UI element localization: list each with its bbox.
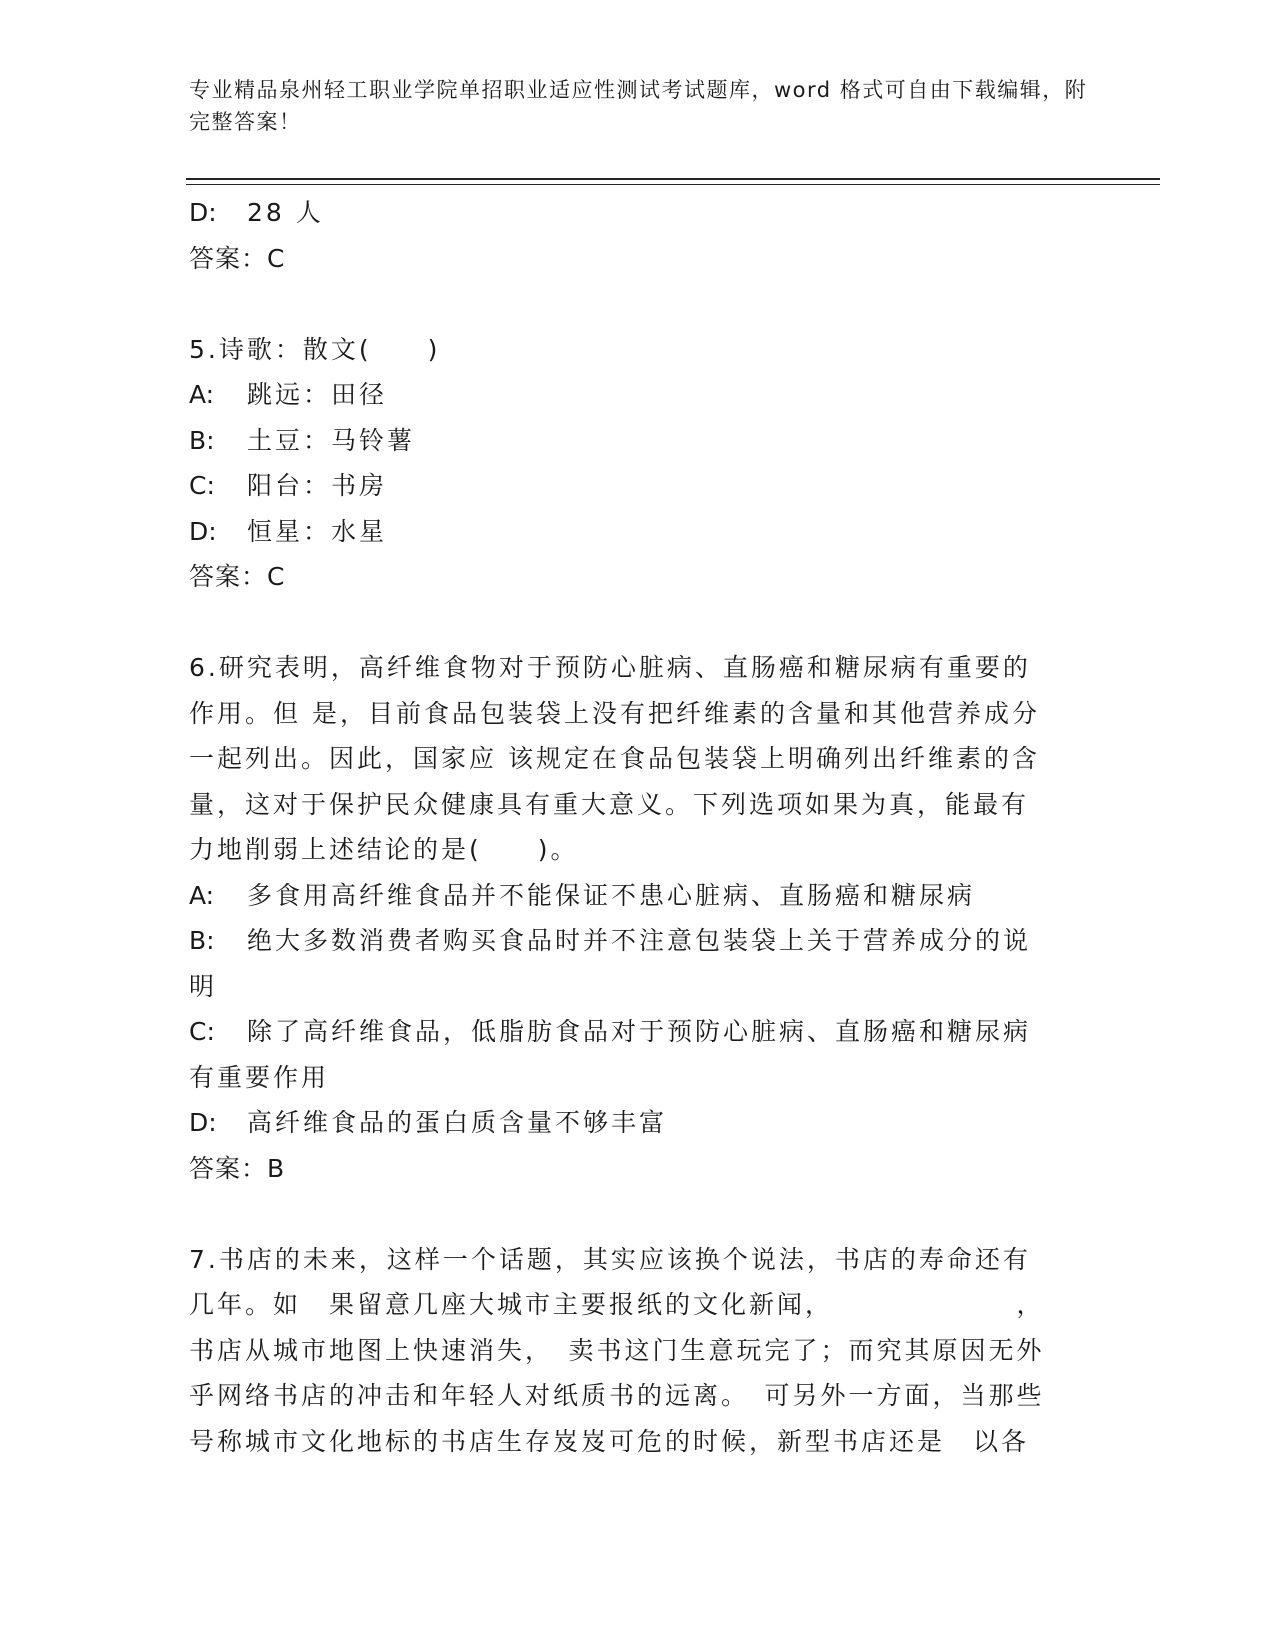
q5-option-b: [189, 418, 1079, 464]
header-text: 专业精品泉州轻工职业学院单招职业适应性测试考试题库，word 格式可自由下载编辑，附完整答案！: [189, 78, 1088, 134]
q6-option-b: [189, 918, 1079, 964]
q5-option-b-text: 土豆：马铃薯: [247, 425, 416, 455]
q6-option-c: [189, 1009, 1079, 1055]
document-header: [189, 74, 1089, 138]
q5-option-a-label: A:: [189, 380, 215, 409]
q6-option-d-label: D:: [189, 1108, 217, 1137]
q4-answer: 答案：C: [189, 243, 286, 273]
q6-option-b-label: B:: [189, 926, 215, 955]
q7-stem-line: 书店从城市地图上快速消失， 卖书这门生意玩完了；而究其原因无外: [189, 1335, 1045, 1365]
q5-option-a: [189, 372, 1079, 418]
q6-stem-line: 6.研究表明，高纤维食物对于预防心脏病、直肠癌和糖尿病有重要的: [189, 653, 1031, 682]
q5-option-d-text: 恒星：水星: [247, 516, 388, 546]
q6-option-d: [189, 1100, 1079, 1146]
q6-option-c-continued: 有重要作用: [189, 1062, 330, 1092]
q5-option-c-label: C:: [189, 471, 215, 500]
q4-option-d-label: D:: [189, 198, 217, 227]
q6-option-c-text: 除了高纤维食品，低脂肪食品对于预防心脏病、直肠癌和糖尿病: [247, 1017, 1032, 1046]
q5-option-d-label: D:: [189, 516, 217, 546]
q6-option-b-text: 绝大多数消费者购买食品时并不注意包装袋上关于营养成分的说: [247, 926, 1032, 955]
header-divider-thin: [186, 184, 1160, 185]
q7-stem-line: 乎网络书店的冲击和年轻人对纸质书的远离。 可另外一方面，当那些: [189, 1381, 1045, 1410]
q6-option-b-continued: 明: [189, 971, 218, 1001]
q6-option-a-label: A:: [189, 880, 215, 910]
q6-option-a-text: 多食用高纤维食品并不能保证不患心脏病、直肠癌和糖尿病: [247, 880, 976, 910]
spacer: [189, 281, 1079, 327]
q5-option-b-label: B:: [189, 425, 215, 455]
q6-stem-line: 力地削弱上述结论的是( )。: [189, 835, 579, 864]
spacer: [189, 1191, 1079, 1237]
q6-option-d-text: 高纤维食品的蛋白质含量不够丰富: [247, 1108, 668, 1137]
q5-stem: 5.诗歌：散文( ): [189, 334, 441, 364]
q5-option-c: [189, 463, 1079, 509]
q7-stem-line: 号称城市文化地标的书店生存岌岌可危的时候，新型书店还是 以各: [189, 1426, 1030, 1456]
q5-option-a-text: 跳远：田径: [247, 380, 388, 409]
q5-option-c-text: 阳台：书房: [247, 471, 388, 500]
q4-option-d: [189, 190, 1079, 236]
q5-answer: 答案：C: [189, 562, 286, 591]
q6-option-c-label: C:: [189, 1017, 215, 1046]
header-divider-thick: [186, 178, 1160, 180]
q5-option-d: [189, 509, 1079, 555]
q6-stem-line: 量，这对于保护民众健康具有重大意义。下列选项如果为真，能最有: [189, 789, 1030, 819]
q7-stem-line: 几年。如 果留意几座大城市主要报纸的文化新闻， ，: [189, 1290, 1045, 1319]
q6-answer: 答案：B: [189, 1153, 286, 1183]
q7-stem-line: 7.书店的未来，这样一个话题，其实应该换个说法，书店的寿命还有: [189, 1244, 1031, 1274]
q4-option-d-text: 28 人: [247, 198, 324, 227]
q6-stem-line: 一起列出。因此，国家应 该规定在食品包装袋上明确列出纤维素的含: [189, 744, 1040, 773]
spacer: [189, 600, 1079, 646]
document-body: [189, 190, 1079, 1464]
q6-option-a: [189, 873, 1079, 919]
q6-stem-line: 作用。但 是，目前食品包装袋上没有把纤维素的含量和其他营养成分: [189, 698, 1040, 728]
